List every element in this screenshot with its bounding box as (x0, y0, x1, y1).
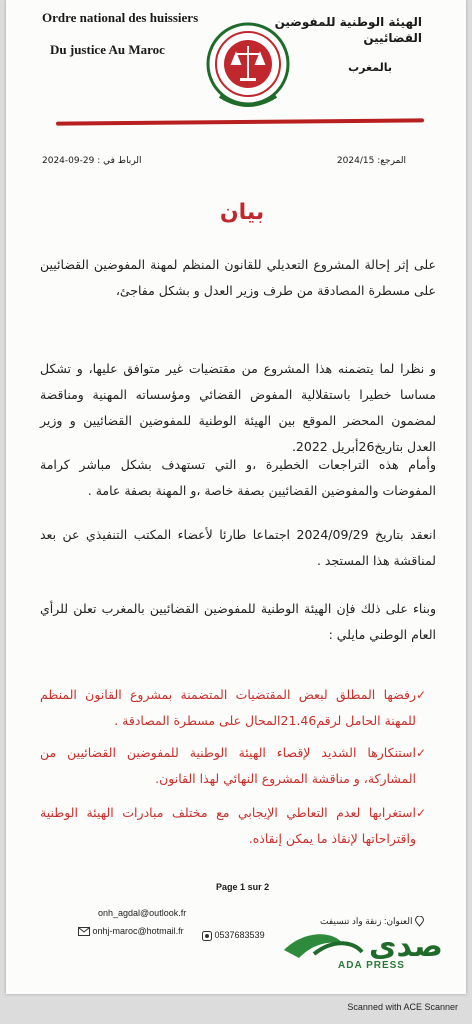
header-french (42, 10, 212, 58)
date-label: الرباط في : (97, 156, 142, 166)
statement-title: بيان (219, 200, 265, 225)
reference-label: المرجع: (377, 156, 406, 166)
email-1-text: onh_agdal@outlook.fr (98, 908, 187, 918)
svg-text:صدى: صدى (369, 929, 443, 964)
paragraph-5: وبناء على ذلك فإن الهيئة الوطنية للمفوضين القضائيين بالمغرب تعلن للرأي العام الوطني مايلي : (40, 601, 436, 642)
press-watermark-logo (274, 920, 464, 990)
reference-value: 2024/15 (336, 156, 375, 166)
header-fr-line1: Ordre national des huissiers (42, 10, 199, 25)
paragraph-4: انعقد بتاريخ 2024/09/29 اجتماعا طارئا لأعضاء المكتب التنفيذي عن بعد لمناقشة هذا المستجد . (40, 527, 436, 568)
document-page (6, 0, 466, 994)
header-fr-line2: Du justice Au Maroc (50, 42, 165, 57)
footer-phone (202, 930, 265, 941)
page-total: 2 (264, 882, 270, 892)
watermark-text: ADA PRESS (338, 960, 405, 971)
paragraph-1: على إثر إحالة المشروع التعديلي للقانون المنظم لمهنة المفوضين القضائيين على مسطرة المصادقة من طرف وزير العدل و بشكل مفاجئ، (40, 257, 436, 298)
page-sep: sur (247, 882, 262, 892)
scanner-note: Scanned with ACE Scanner (347, 1002, 458, 1012)
footer-email-2 (78, 926, 184, 936)
header-ar-line1: الهيئة الوطنية للمفوضين القضائيين (274, 15, 422, 45)
footer-email-1 (98, 908, 186, 918)
point-2: استنكارها الشديد لإقصاء الهيئة الوطنية للمفوضين القضائيين من المشاركة، و مناقشة المشروع النهائي لهذا القانون. (40, 745, 416, 786)
page-label: Page (216, 882, 238, 892)
checkmark-icon: ✓ (415, 746, 426, 760)
address-text: العنوان: زنقة واد تنسيفت (320, 916, 413, 926)
email-icon (78, 927, 90, 936)
point-1: رفضها المطلق لبعض المقتضيات المتضمنة بمشروع القانون المنظم للمهنة الحامل لرقم21.46المحال على مسطرة المصادقة . (40, 687, 416, 728)
paragraph-3: وأمام هذه التراجعات الخطيرة ،و التي تستهدف بشكل مباشر كرامة المفوضات والمفوضين القضائيين بصفة خاصة ،و المهنة بصفة عامة . (40, 457, 436, 498)
checkmark-icon: ✓ (415, 806, 426, 820)
header-ar-line2: بالمغرب (348, 61, 392, 74)
reference-line (337, 156, 406, 166)
date-line (42, 156, 142, 166)
checkmark-icon: ✓ (415, 688, 426, 702)
page-current: 1 (240, 882, 246, 892)
email-2-text: onhj-maroc@hotmail.fr (92, 926, 184, 936)
point-3: استغرابها لعدم التعاطي الإيجابي مع مختلف مبادرات الهيئة الوطنية واقتراحاتها لإنقاذ ما يمكن إنقاذه. (40, 805, 416, 846)
date-value: 29-09-2024 (42, 156, 95, 166)
page-number (216, 882, 269, 892)
phone-icon (202, 931, 212, 941)
paragraph-2: و نظرا لما يتضمنه هذا المشروع من مقتضيات غير متوافق عليها، و تشكل مساسا خطيرا باستقلالية المفوض القضائي ومؤسساته المهنية ومناقضة لمضمون المحضر الموقع بين الهيئة الوطنية للمفوضين القضائيين و وزير العدل بتاريخ26أبريل 2022. (40, 361, 436, 454)
phone-text: 0537683539 (214, 930, 265, 940)
header-divider (56, 118, 424, 125)
header-arabic (272, 14, 422, 76)
